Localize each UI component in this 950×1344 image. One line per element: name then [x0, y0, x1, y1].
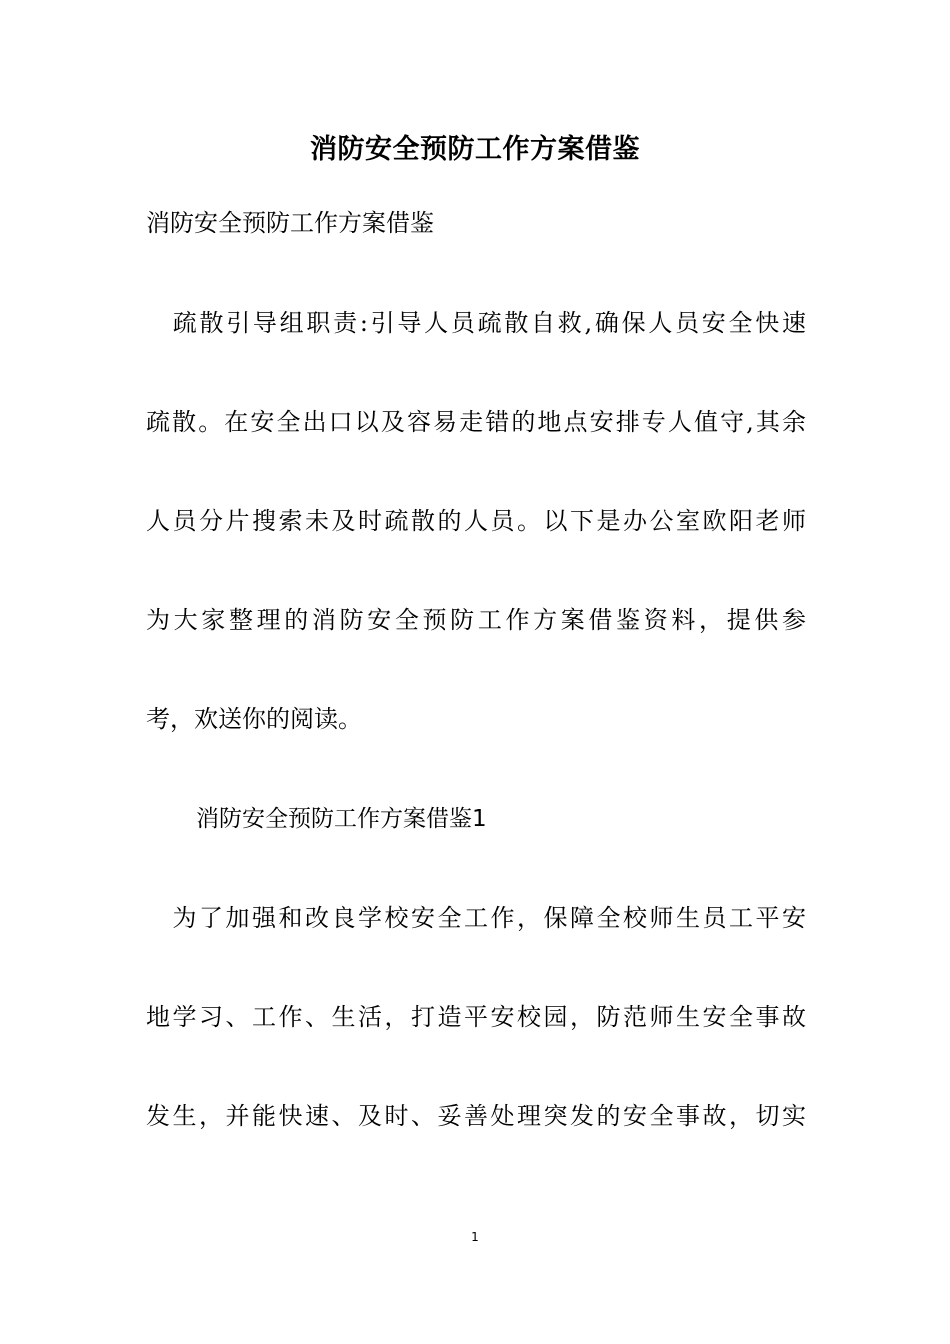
paragraph-line: 人员分片搜索未及时疏散的人员。以下是办公室欧阳老师 — [146, 507, 806, 535]
paragraph-line: 发生，并能快速、及时、妥善处理突发的安全事故，切实 — [146, 1102, 806, 1130]
paragraph-line: 考，欢送你的阅读。 — [146, 705, 362, 733]
document-title: 消防安全预防工作方案借鉴 — [310, 134, 640, 165]
page-number: 1 — [471, 1230, 479, 1244]
paragraph-line: 为大家整理的消防安全预防工作方案借鉴资料，提供参 — [146, 606, 806, 634]
document-subtitle: 消防安全预防工作方案借鉴 — [146, 209, 434, 237]
paragraph-line: 为了加强和改良学校安全工作，保障全校师生员工平安 — [146, 904, 806, 932]
paragraph-line: 疏散。在安全出口以及容易走错的地点安排专人值守,其余 — [146, 408, 806, 436]
paragraph-line: 疏散引导组职责:引导人员疏散自救,确保人员安全快速 — [146, 309, 806, 337]
paragraph-line: 地学习、工作、生活，打造平安校园，防范师生安全事故 — [146, 1003, 806, 1031]
section-heading: 消防安全预防工作方案借鉴1 — [196, 806, 487, 832]
